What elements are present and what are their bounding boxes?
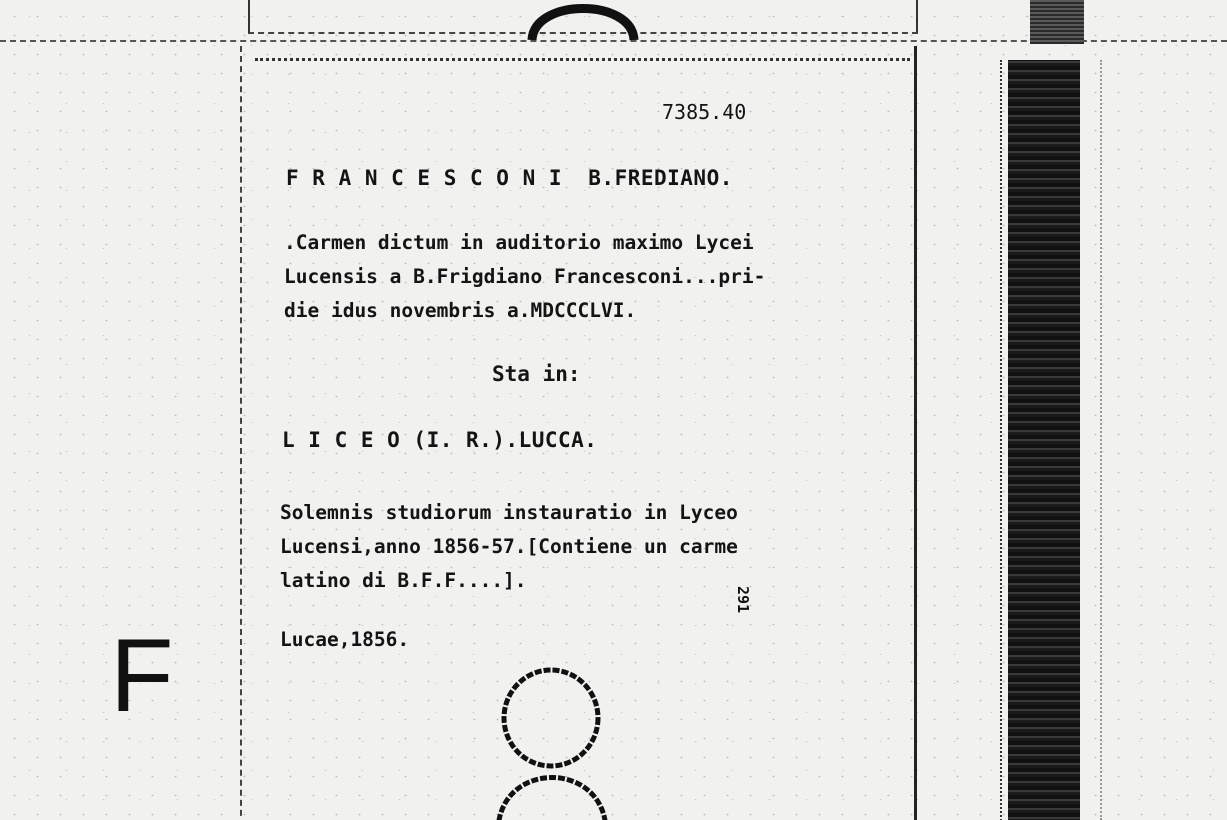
author-heading: F R A N C E S C O N I B.FREDIANO.: [286, 166, 733, 190]
host-heading: L I C E O (I. R.).LUCCA.: [282, 428, 598, 452]
side-mark: 291: [734, 586, 752, 614]
place-date: Lucae,1856.: [280, 628, 410, 651]
call-number: 7385.40: [662, 100, 747, 124]
bottom-punch-hole-icon: [498, 778, 606, 820]
top-punch-hole-icon: [532, 9, 634, 41]
work-description: .Carmen dictum in auditorio maximo Lycei Lucensis a B.Frigdiano Francesconi...pri- die idus novembris a.MDCCCLVI.: [284, 231, 766, 322]
host-description: Solemnis studiorum instauratio in Lyceo Lucensi,anno 1856-57.[Contiene un carme latino di B.F.F....].: [280, 501, 738, 592]
drawer-letter: F: [110, 618, 174, 734]
middle-punch-hole-icon: [504, 670, 598, 766]
see-in-label: Sta in:: [492, 362, 581, 386]
